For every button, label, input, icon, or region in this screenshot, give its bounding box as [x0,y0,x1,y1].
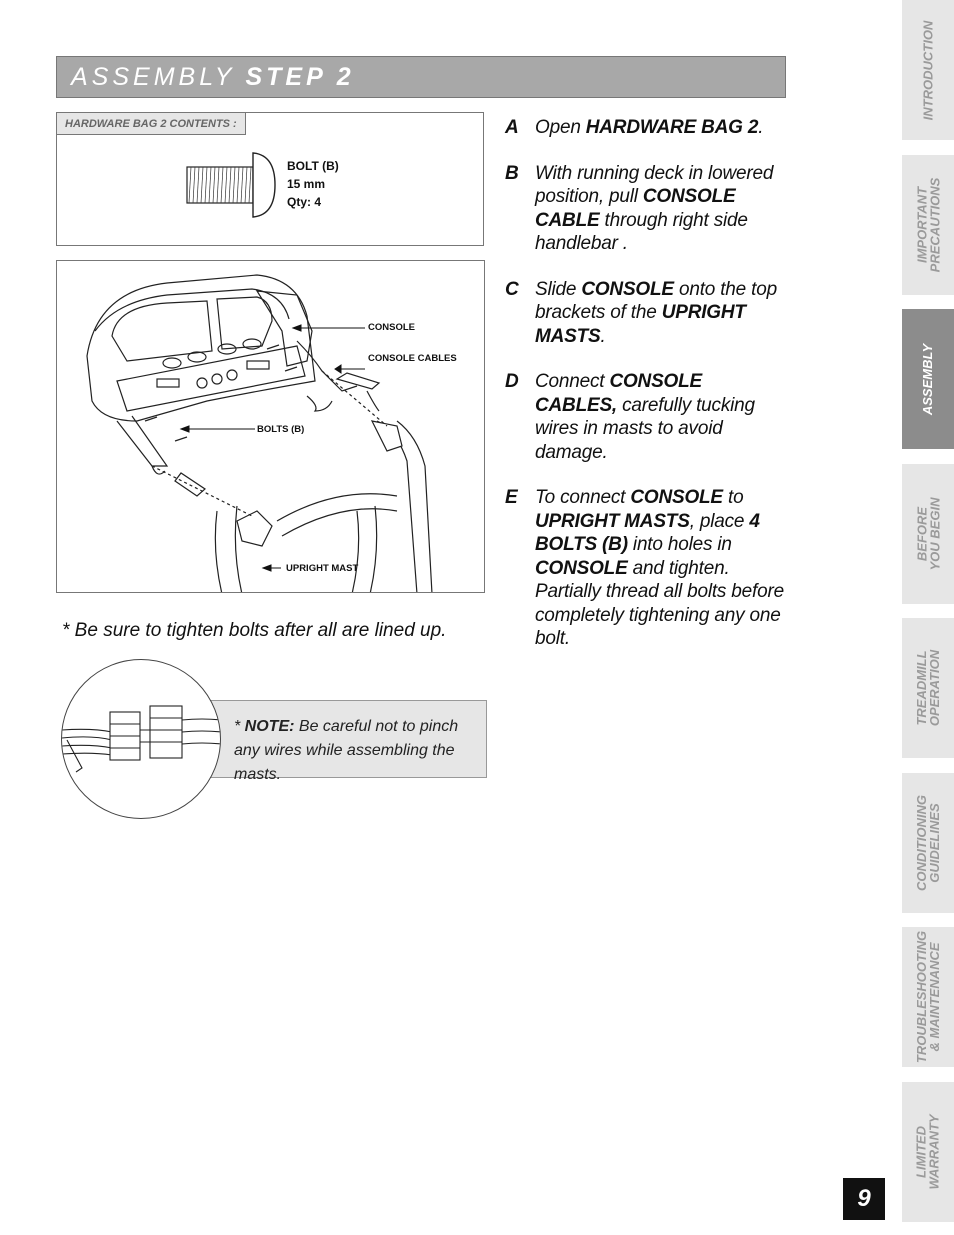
tab-introduction[interactable] [902,0,954,140]
step-text-segment: , place [689,510,750,532]
tab-label-line: & MAINTENANCE [927,942,943,1052]
step-keyword: CONSOLE [581,278,674,300]
step-keyword: HARDWARE BAG 2 [585,117,759,138]
tab-label-line: IMPORTANT [914,186,929,263]
step-text-segment: To connect [535,487,631,508]
step-letter: A [505,117,519,138]
step-text-segment: into holes in [627,534,732,555]
step-text-segment: Slide [535,278,582,300]
step-b [505,162,787,256]
tab-label [922,20,935,120]
tab-label-line: ASSEMBLY [920,343,936,415]
bolt-name: BOLT (B) [287,159,339,173]
step-text [535,370,787,464]
note-text: Be careful not to pinch any wires while assembling the masts. [234,718,459,783]
note-prefix: * [234,718,245,735]
step-text-segment: and tighten. Partially thread all bolts before completely tightening any one bolt. [535,557,784,649]
bolt-illustration [185,151,277,221]
tab-troubleshooting-maintenance[interactable] [902,927,954,1067]
step-keyword: CONSOLE CABLES, [535,371,703,416]
tab-label [915,177,941,272]
bolt-spec [287,157,339,211]
step-keyword: UPRIGHT MASTS [535,302,746,347]
assembly-steps [505,116,787,673]
step-title-bar [56,56,786,98]
tab-label-line: OPERATION [927,649,943,727]
tab-label [915,1114,941,1189]
tab-label [915,794,941,890]
console-callout: CONSOLE [368,322,415,333]
step-letter: D [505,371,519,392]
step-text [535,116,787,140]
step-e [505,486,787,651]
step-text-segment: Open [535,117,586,138]
console-assembly-diagram [56,260,485,593]
console-cables-callout: CONSOLE CABLES [368,353,457,364]
step-text-segment: onto the top brackets of the [535,278,777,323]
step-c [505,278,787,349]
page-number: 9 [843,1178,885,1220]
step-d [505,370,787,464]
pinch-wires-note [209,700,487,783]
wire-connector-closeup [61,659,221,819]
wire-connector-drawing [62,660,221,819]
step-text [535,486,787,651]
upright-mast-callout: UPRIGHT MAST [286,563,359,574]
hardware-bag-box [56,112,484,246]
note-label: NOTE: [244,718,295,735]
step-letter: E [505,487,518,508]
tab-conditioning-guidelines[interactable] [902,773,954,913]
step-text-segment: Connect [535,371,610,392]
tab-label-line: TROUBLESHOOTING [914,930,930,1064]
tab-label-line: GUIDELINES [927,802,942,883]
step-a [505,116,787,140]
tab-label [915,497,941,570]
hardware-bag-label: HARDWARE BAG 2 CONTENTS : [57,113,246,135]
step-keyword: 4 BOLTS (B) [535,510,760,555]
tab-label-line: PRECAUTIONS [927,177,942,272]
title-assembly: ASSEMBLY [71,62,236,91]
tab-label [915,931,941,1063]
step-letter: B [505,162,519,184]
tab-label-line: INTRODUCTION [920,20,936,120]
tab-treadmill-operation[interactable] [902,618,954,758]
step-keyword: CONSOLE [630,487,723,508]
title-step: STEP 2 [245,62,355,91]
tab-label-line: LIMITED [914,1125,930,1178]
step-text [535,278,787,349]
tab-label-line: TREADMILL [914,650,930,726]
step-keyword: UPRIGHT MASTS [535,510,690,532]
bolt-quantity: Qty: 4 [287,195,322,209]
tab-important-precautions[interactable] [902,155,954,295]
tab-limited-warranty[interactable] [902,1082,954,1222]
tab-before-you-begin[interactable] [902,464,954,604]
step-keyword: CONSOLE CABLE [535,186,736,231]
bolts-callout: BOLTS (B) [257,424,305,435]
step-text-segment: . [758,117,764,138]
step-letter: C [505,278,519,300]
step-text-segment: to [722,487,744,508]
tab-label [922,343,935,414]
tab-label [915,650,941,726]
tab-label-line: BEFORE [914,506,929,561]
bolt-size: 15 mm [287,177,326,191]
tab-label-line: WARRANTY [927,1113,943,1190]
step-text-segment: carefully tucking wires in masts to avoid damage. [535,394,755,463]
step-text-segment: With running deck in lowered position, pull [535,162,774,207]
tab-label-line: YOU BEGIN [927,497,942,570]
step-text [535,162,787,256]
tighten-bolts-note: * Be sure to tighten bolts after all are lined up. [62,620,447,641]
tab-label-line: CONDITIONING [914,794,929,891]
tab-assembly[interactable] [902,309,954,449]
step-keyword: CONSOLE [535,557,628,579]
step-text-segment: through right side handlebar . [535,209,748,254]
step-text-segment: . [600,325,606,347]
